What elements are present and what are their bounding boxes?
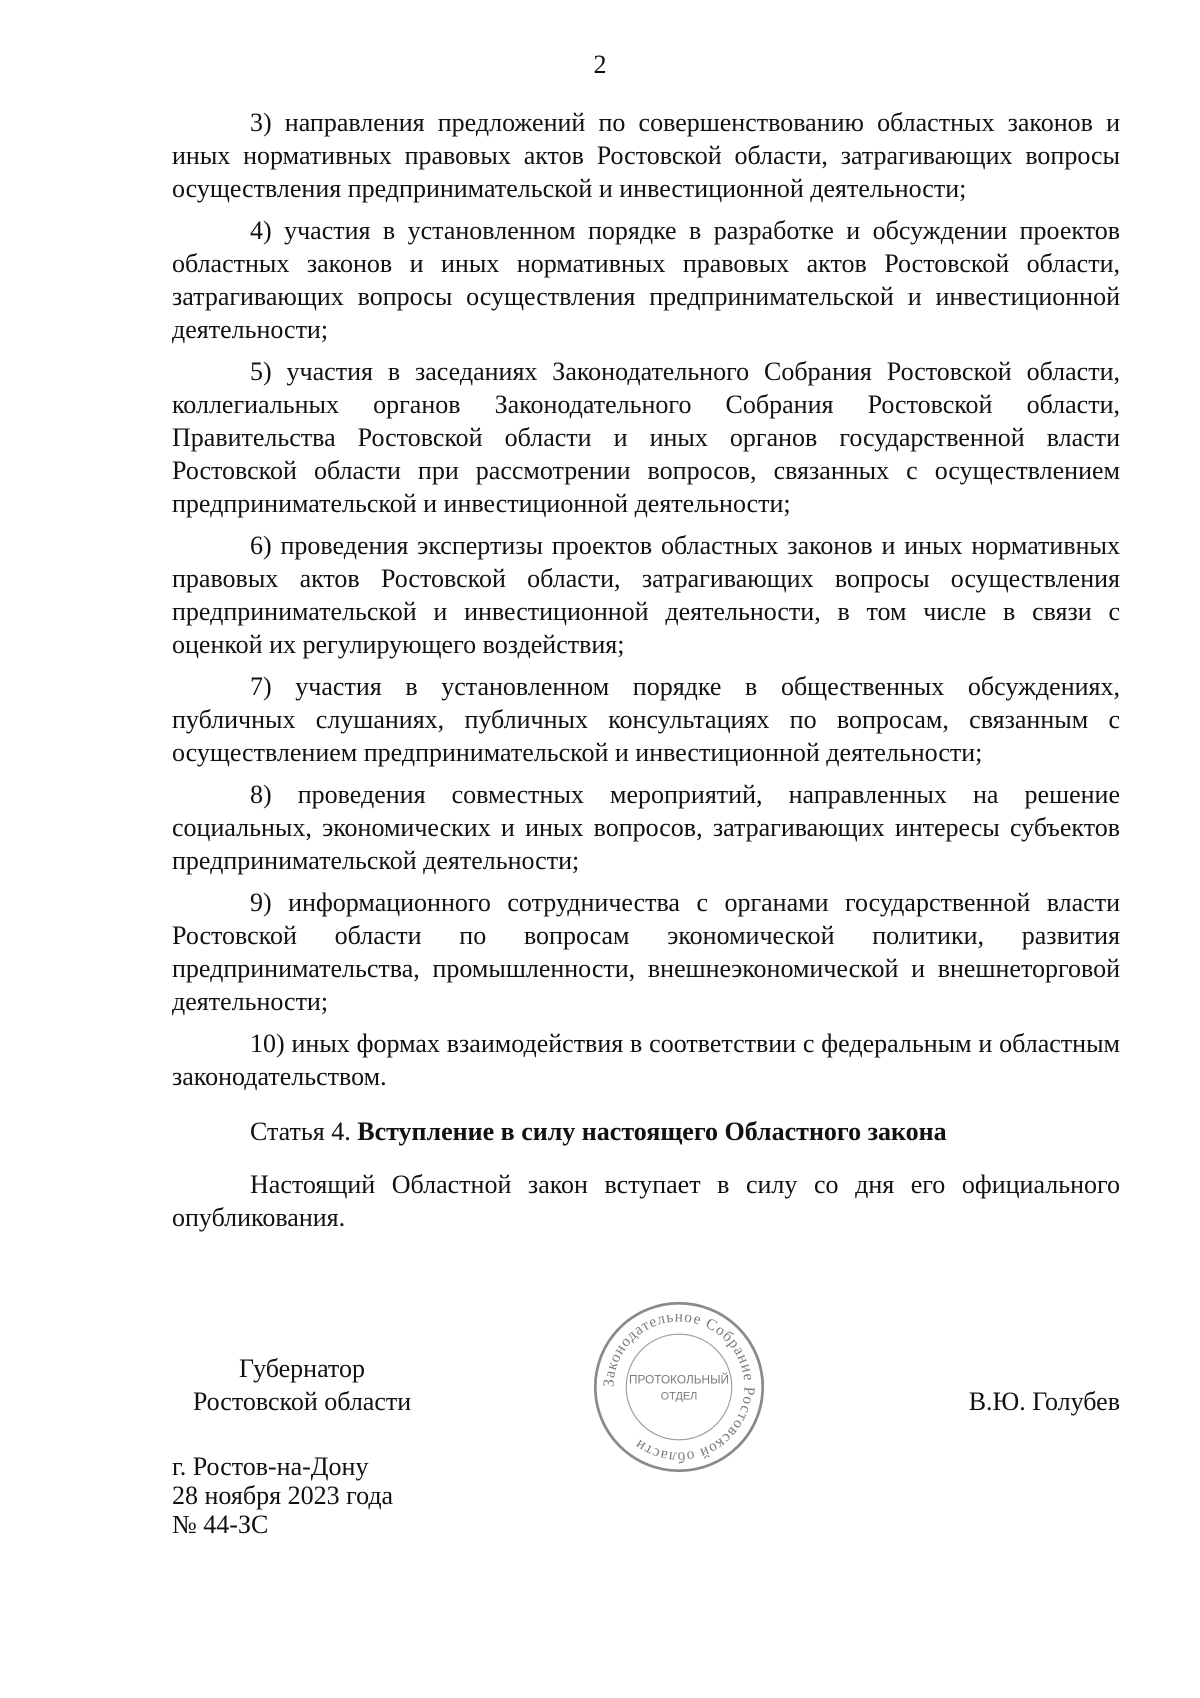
list-item-3: 3) направления предложений по совершенствованию областных законов и иных нормативных правовых актов Ростовской области, затрагивающих вопросы осуществления предпринимательской и инвестиционной деятельности;	[172, 108, 1120, 203]
list-item-10: 10) иных формах взаимодействия в соответствии с федеральным и областным законодательством.	[172, 1029, 1120, 1091]
stamp-center-line1: ПРОТОКОЛЬНЫЙ	[628, 1372, 730, 1387]
list-item-7: 7) участия в установленном порядке в общественных обсуждениях, публичных слушаниях, публичных консультациях по вопросам, связанным с осуществлением предпринимательской и инвестиционной деятельности;	[172, 672, 1120, 767]
document-body	[172, 106, 1120, 1243]
stamp-outer-ring	[595, 1303, 762, 1470]
place-date-number	[172, 1452, 393, 1539]
document-date: 28 ноября 2023 года	[172, 1481, 394, 1510]
signatory-title-line2: Ростовской области	[192, 1387, 412, 1416]
stamp-inner-ring	[626, 1334, 732, 1440]
signatory-title	[172, 1352, 432, 1418]
page-number: 2	[593, 50, 607, 79]
official-stamp	[588, 1296, 770, 1478]
article-text: Настоящий Областной закон вступает в силу со дня его официального опубликования.	[172, 1170, 1120, 1232]
list-item-9: 9) информационного сотрудничества с органами государственной власти Ростовской области по вопросам экономической политики, развития предпринимательства, промышленности, внешнеэкономической и внешнеторговой деятельности;	[172, 888, 1120, 1016]
place-city: г. Ростов-на-Дону	[172, 1452, 369, 1481]
stamp-center-line2: ОТДЕЛ	[660, 1390, 698, 1403]
article-heading	[172, 1115, 1120, 1148]
stamp-ring-text	[600, 1308, 757, 1465]
signatory-title-line1: Губернатор	[239, 1354, 365, 1383]
list-item-8: 8) проведения совместных мероприятий, направленных на решение социальных, экономических и иных вопросов, затрагивающих интересы субъектов предпринимательской деятельности;	[172, 780, 1120, 875]
signatory-name: В.Ю. Голубев	[968, 1387, 1120, 1416]
list-item-4: 4) участия в установленном порядке в разработке и обсуждении проектов областных законов и иных нормативных правовых актов Ростовской области, затрагивающих вопросы осуществления предпринимательской и инвестиционной деятельности;	[172, 216, 1120, 344]
document-number: № 44-ЗС	[172, 1510, 269, 1539]
article-title: Вступление в силу настоящего Областного закона	[357, 1117, 947, 1146]
list-item-5: 5) участия в заседаниях Законодательного Собрания Ростовской области, коллегиальных органов Законодательного Собрания Ростовской области, Правительства Ростовской области и иных органов государственной власти Ростовской области при рассмотрении вопросов, связанных с осуществлением предпринимательской и инвестиционной деятельности;	[172, 357, 1120, 518]
stamp-ring-text-path: Законодательное Собрание Ростовской области	[600, 1308, 758, 1466]
list-item-6: 6) проведения экспертизы проектов областных законов и иных нормативных правовых актов Ростовской области, затрагивающих вопросы осуществления предпринимательской и инвестиционной деятельности, в том числе в связи с оценкой их регулирующего воздействия;	[172, 531, 1120, 659]
article-label: Статья 4.	[250, 1117, 351, 1146]
